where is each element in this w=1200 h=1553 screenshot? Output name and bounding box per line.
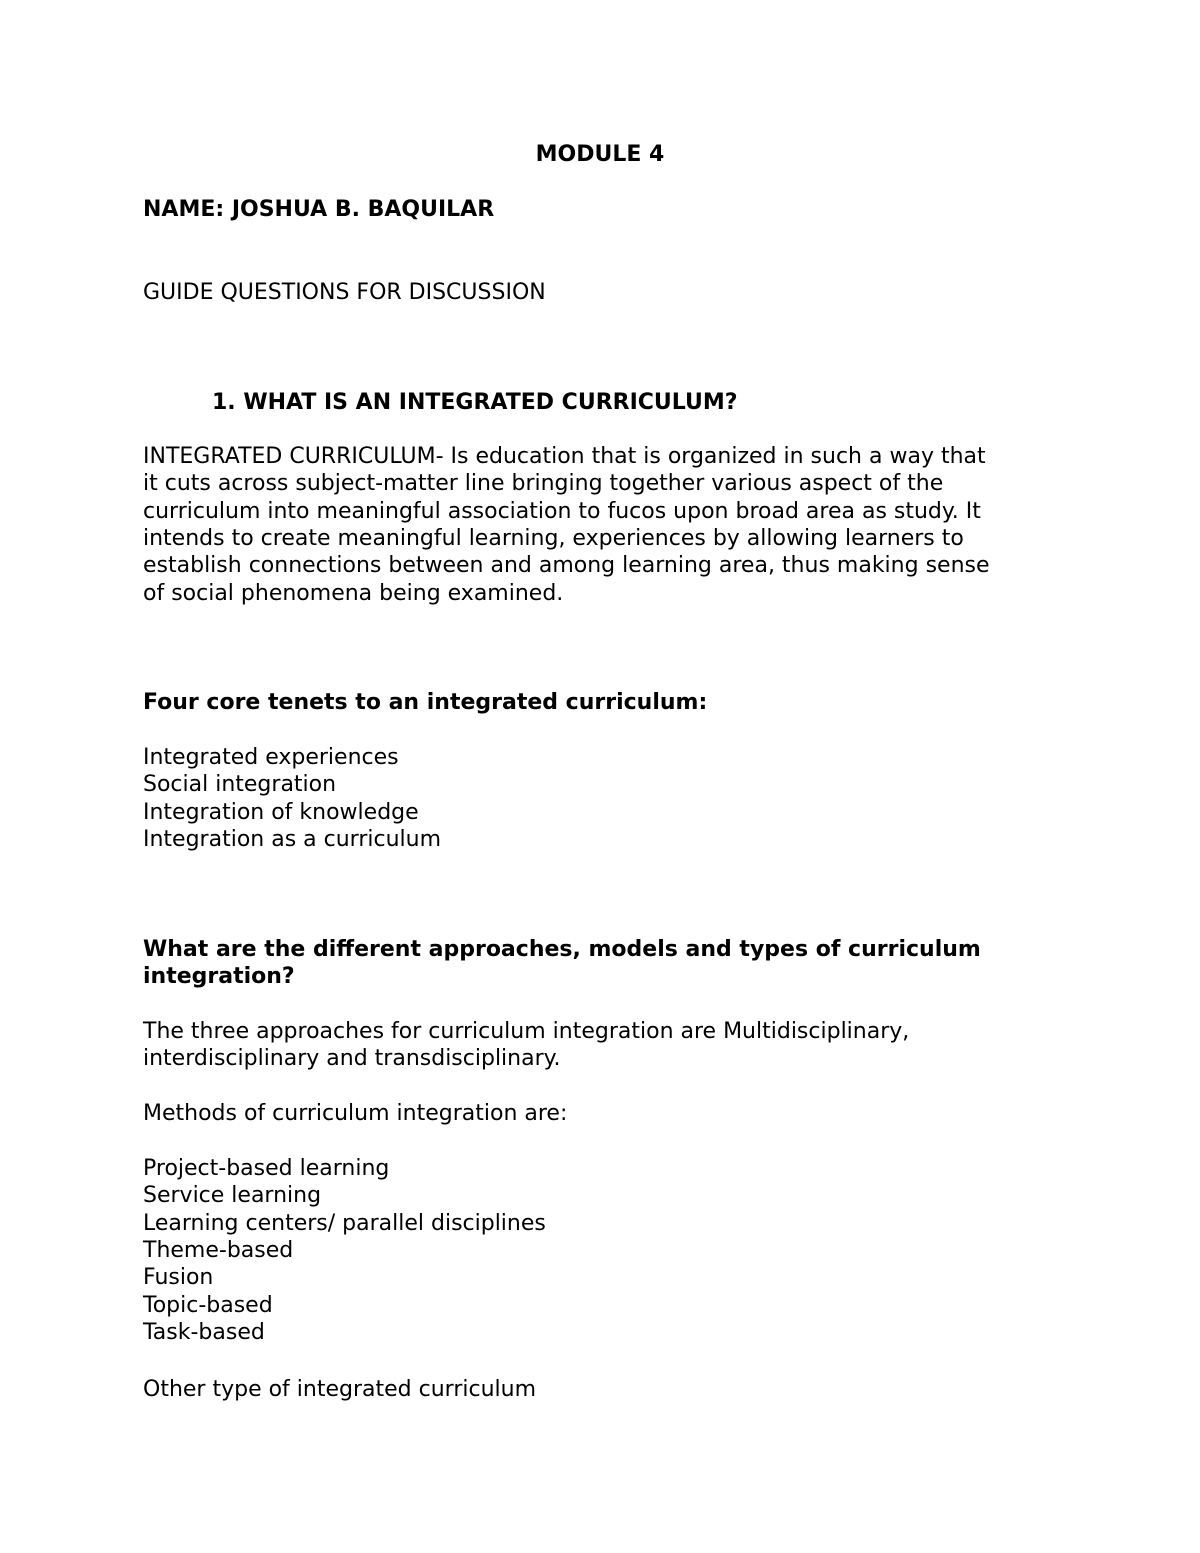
method-item: Topic-based (143, 1292, 273, 1318)
tenet-item: Social integration (143, 772, 337, 798)
module-title: MODULE 4 (535, 142, 665, 167)
method-item: Project-based learning (143, 1156, 390, 1181)
methods-intro: Methods of curriculum integration are: (143, 1101, 568, 1126)
definition-line: it cuts across subject-matter line bringing together various aspect of the (143, 471, 944, 497)
definition-line: of social phenomena being examined. (143, 580, 564, 606)
approaches-text: The three approaches for curriculum integration are Multidisciplinary, (143, 1019, 910, 1044)
tenet-item: Integrated experiences (143, 745, 399, 770)
method-item: Fusion (143, 1265, 214, 1291)
approaches-heading: What are the different approaches, models and types of curriculum (143, 937, 981, 962)
tenet-item: Integration of knowledge (143, 799, 419, 825)
tenets-heading: Four core tenets to an integrated curriculum: (143, 690, 708, 715)
method-item: Task-based (143, 1319, 265, 1345)
question-1-heading: 1. WHAT IS AN INTEGRATED CURRICULUM? (212, 390, 738, 415)
definition-line: INTEGRATED CURRICULUM- Is education that is organized in such a way that (143, 444, 986, 469)
other-types-line: Other type of integrated curriculum (143, 1377, 537, 1402)
method-item: Theme-based (143, 1237, 294, 1263)
student-name: NAME: JOSHUA B. BAQUILAR (143, 197, 495, 222)
definition-line: establish connections between and among learning area, thus making sense (143, 553, 990, 579)
method-item: Learning centers/ parallel disciplines (143, 1210, 546, 1236)
tenet-item: Integration as a curriculum (143, 826, 442, 852)
definition-line: intends to create meaningful learning, experiences by allowing learners to (143, 525, 964, 551)
method-item: Service learning (143, 1183, 322, 1209)
approaches-heading: integration? (143, 964, 295, 990)
approaches-text: interdisciplinary and transdisciplinary. (143, 1046, 561, 1072)
definition-line: curriculum into meaningful association to fucos upon broad area as study. It (143, 498, 981, 524)
guide-heading: GUIDE QUESTIONS FOR DISCUSSION (143, 280, 546, 305)
